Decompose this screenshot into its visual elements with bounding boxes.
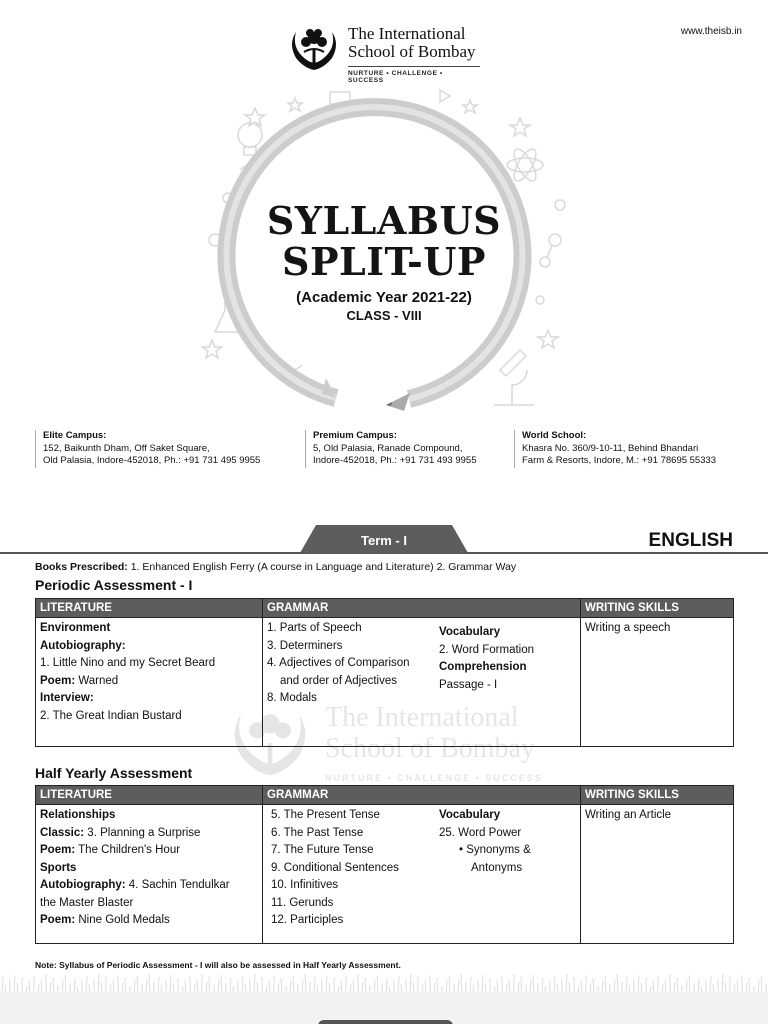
subject-title: ENGLISH: [648, 530, 733, 551]
header-writing-skills: WRITING SKILLS: [581, 599, 734, 618]
books-prescribed: Books Prescribed: 1. Enhanced English Ferry (A course in Language and Literature) 2. Grammar Way: [35, 561, 517, 573]
website-link[interactable]: www.theisb.in: [680, 26, 742, 37]
academic-year: (Academic Year 2021-22): [296, 289, 472, 306]
hy-grammar-cell: 5. The Present Tense 6. The Past Tense 7. The Future Tense 9. Conditional Sentences 10. Infinitives 11. Gerunds 12. Participles Vocabulary 25. Word Power • Synonyms & Antonyms: [263, 805, 581, 944]
cover-header: [0, 0, 768, 425]
atom-icon: [507, 146, 543, 184]
header-grammar: GRAMMAR: [263, 786, 581, 805]
campus-addresses: [0, 430, 768, 470]
half-yearly-table: [35, 785, 734, 944]
school-name: The International School of Bombay: [348, 24, 476, 61]
header-writing-skills: WRITING SKILLS: [581, 786, 734, 805]
microscope-icon: [494, 350, 534, 405]
footer-decoration: [0, 966, 768, 994]
school-tagline: NURTURE • CHALLENGE • SUCCESS: [348, 66, 480, 84]
campus-world-school: World School: Khasra No. 360/9-10-11, Behind Bhandari Farm & Resorts, Indore, M.: +91 78695 55333: [514, 430, 716, 468]
campus-elite: Elite Campus: 152, Baikunth Dham, Off Saket Square, Old Palasia, Indore-452018, Ph.: +91 731 495 9955: [35, 430, 260, 468]
section-title-half-yearly: Half Yearly Assessment: [35, 765, 193, 781]
title-line-1: SYLLABUS: [266, 198, 502, 243]
header-grammar: GRAMMAR: [263, 599, 581, 618]
class-label: CLASS - VIII: [346, 308, 422, 323]
section-title-pa1: Periodic Assessment - I: [35, 577, 193, 593]
term-bar: [0, 522, 768, 554]
pa1-table: [35, 598, 734, 747]
footnote: Note: Syllabus of Periodic Assessment - I will also be assessed in Half Yearly Assessment.: [35, 960, 401, 970]
star-icon: [202, 340, 222, 358]
pa1-literature-cell: Environment Autobiography: 1. Little Nino and my Secret Beard Poem: Warned Interview: 2. The Great Indian Bustard: [36, 618, 263, 747]
pa1-writing-cell: Writing a speech: [581, 618, 734, 747]
header-literature: LITERATURE: [36, 786, 263, 805]
tree-logo-icon: [286, 24, 342, 72]
title-line-2: SPLIT-UP: [282, 239, 486, 284]
star-icon: [538, 330, 558, 348]
pa1-grammar-cell: 1. Parts of Speech 3. Determiners 4. Adjectives of Comparison and order of Adjectives 8. Modals Vocabulary 2. Word Formation Comprehension Passage - I: [263, 618, 581, 747]
page-title: [0, 200, 768, 324]
campus-premium: Premium Campus: 5, Old Palasia, Ranade Compound, Indore-452018, Ph.: +91 731 493 9955: [305, 430, 477, 468]
school-logo: [286, 22, 486, 84]
hy-literature-cell: Relationships Classic: 3. Planning a Surprise Poem: The Children's Hour Sports Autobiography: 4. Sachin Tendulkar the Master Blaster Poem: Nine Gold Medals: [36, 805, 263, 944]
term-label: Term - I: [361, 533, 407, 548]
hy-writing-cell: Writing an Article: [581, 805, 734, 944]
star-icon: [510, 118, 530, 136]
term-tab: [300, 525, 468, 553]
header-literature: LITERATURE: [36, 599, 263, 618]
footer-bar: [318, 1020, 453, 1024]
star-icon: [288, 98, 302, 111]
school-watermark: The International School of Bombay NURTURE • CHALLENGE • SUCCESS: [215, 700, 575, 790]
star-icon: [463, 100, 477, 113]
